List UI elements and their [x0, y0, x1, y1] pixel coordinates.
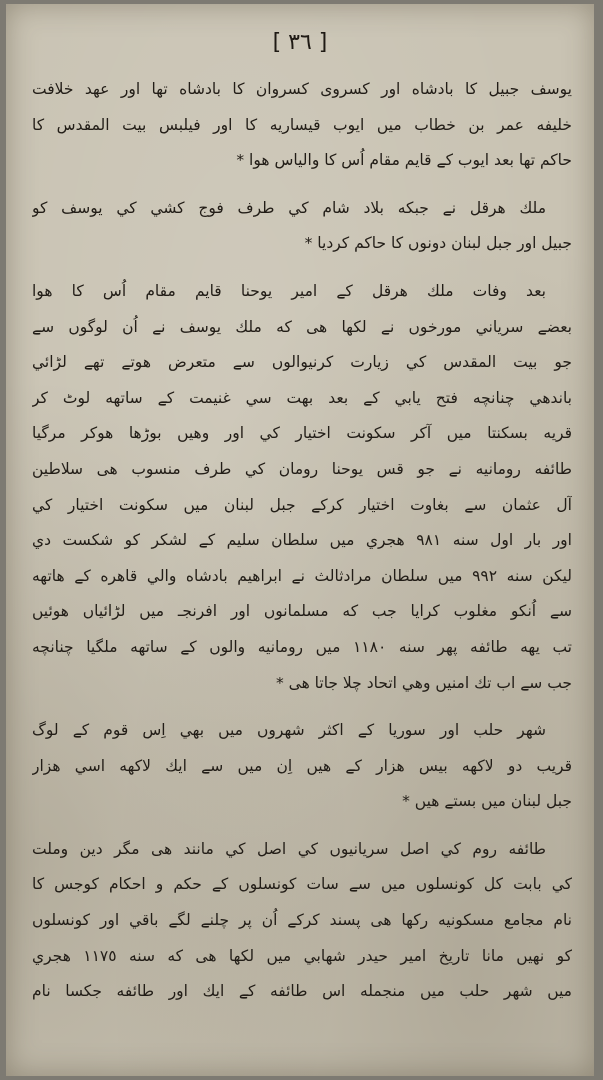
text-line: طائفه روم كي اصل سريانيوں كي اصل كي مانند هى مگر دين وملت — [32, 839, 546, 858]
text-line: ليكن سنه ٩٩٢ ميں سلطان مرادثالث نے ابراهيم بادشاه والي قاهره كے هاتهه — [32, 566, 572, 585]
paragraph-2 — [32, 191, 572, 262]
text-line: خليفه عمر بن خطاب ميں ايوب قيساريه كا اور فيلبس بيت المقدس كا — [32, 115, 572, 134]
page-number: [ ٣٦ ] — [272, 30, 328, 55]
text-line: ميں شهر حلب ميں منجمله اس طائفه كے ايك اور طائفه جكسا نام — [32, 982, 572, 1001]
paragraph-4 — [32, 713, 572, 820]
text-line: قريه بسكنتا ميں آكر سكونت اختيار كي اور وهيں بوڑها هوكر مرگيا — [32, 424, 572, 443]
text-line: بعضے سرياني مورخوں نے لكها هى كه ملك يوسف نے اُن لوگوں سے — [32, 317, 572, 336]
text-line: جبل لبنان ميں بستے هيں * — [402, 792, 572, 811]
text-line: سے اُنكو مغلوب كرايا جب كه مسلمانوں اور افرنجـ ميں لڑائياں هوئيں — [32, 602, 572, 621]
text-line: جو بيت المقدس كي زيارت كرنيوالوں سے متعرض هوتے تھے لڑائي — [32, 353, 572, 372]
text-line: جبيل اور جبل لبنان دونوں كا حاكم كرديا * — [304, 234, 572, 253]
paragraph-1 — [32, 72, 572, 179]
text-line: بعد وفات ملك هرقل كے امير يوحنا قايم مقام اُس كا هوا — [32, 281, 546, 300]
text-line: نام مجامع مسكونيه ركها هى پسند كركے اُن پر چلنے لگے باقي اور كونسلوں — [32, 911, 572, 930]
paragraph-5 — [32, 832, 572, 1010]
text-line: تب يهه طائفه پهر سنه ١١٨٠ ميں رومانيه والوں كے ساتهه ملگيا چنانچه — [32, 637, 572, 656]
body-text — [32, 72, 572, 1010]
text-line: شهر حلب اور سوريا كے اكثر شهروں ميں بهي اِس قوم كے لوگ — [32, 721, 546, 740]
text-line: كو نهيں مانا تاريخ امير حيدر شهابي ميں لكها هى كه سنه ١١٧٥ هجري — [32, 946, 572, 965]
text-line: حاكم تها بعد ايوب كے قايم مقام اُس كا والياس هوا * — [236, 151, 572, 170]
text-line: ملك هرقل نے جبكه بلاد شام كي طرف فوج كشي كي يوسف كو — [32, 198, 546, 217]
text-line: اور بار اول سنه ٩٨١ هجري ميں سلطان سليم كے لشكر كو شكست دي — [32, 531, 572, 550]
text-line: كي بابت كل كونسلوں ميں سے سات كونسلوں كے حكم و احكام كوجس كا — [32, 875, 572, 894]
text-line: قريب دو لاكهه بيس هزار كے هيں اِن ميں سے ايك لاكهه اسي هزار — [32, 756, 572, 775]
text-line: طائفه رومانيه نے جو قس يوحنا رومان كي طرف منسوب هى سلاطين — [32, 459, 572, 478]
paragraph-3 — [32, 274, 572, 701]
text-line: جب سے اب تك امنيں وهي اتحاد چلا جاتا هى * — [275, 673, 572, 692]
text-line: يوسف جبيل كا بادشاه اور كسروى كسروان كا بادشاه تها اور عهد خلافت — [32, 80, 572, 98]
book-page — [6, 4, 594, 1076]
text-line: آل عثمان سے بغاوت اختيار كرکے جبل لبنان ميں سكونت اختيار كي — [32, 495, 572, 514]
text-line: باندهي چنانچه فتح يابي كے بعد بهت سي غنيمت كے ساتهه لوٹ كر — [32, 388, 572, 407]
